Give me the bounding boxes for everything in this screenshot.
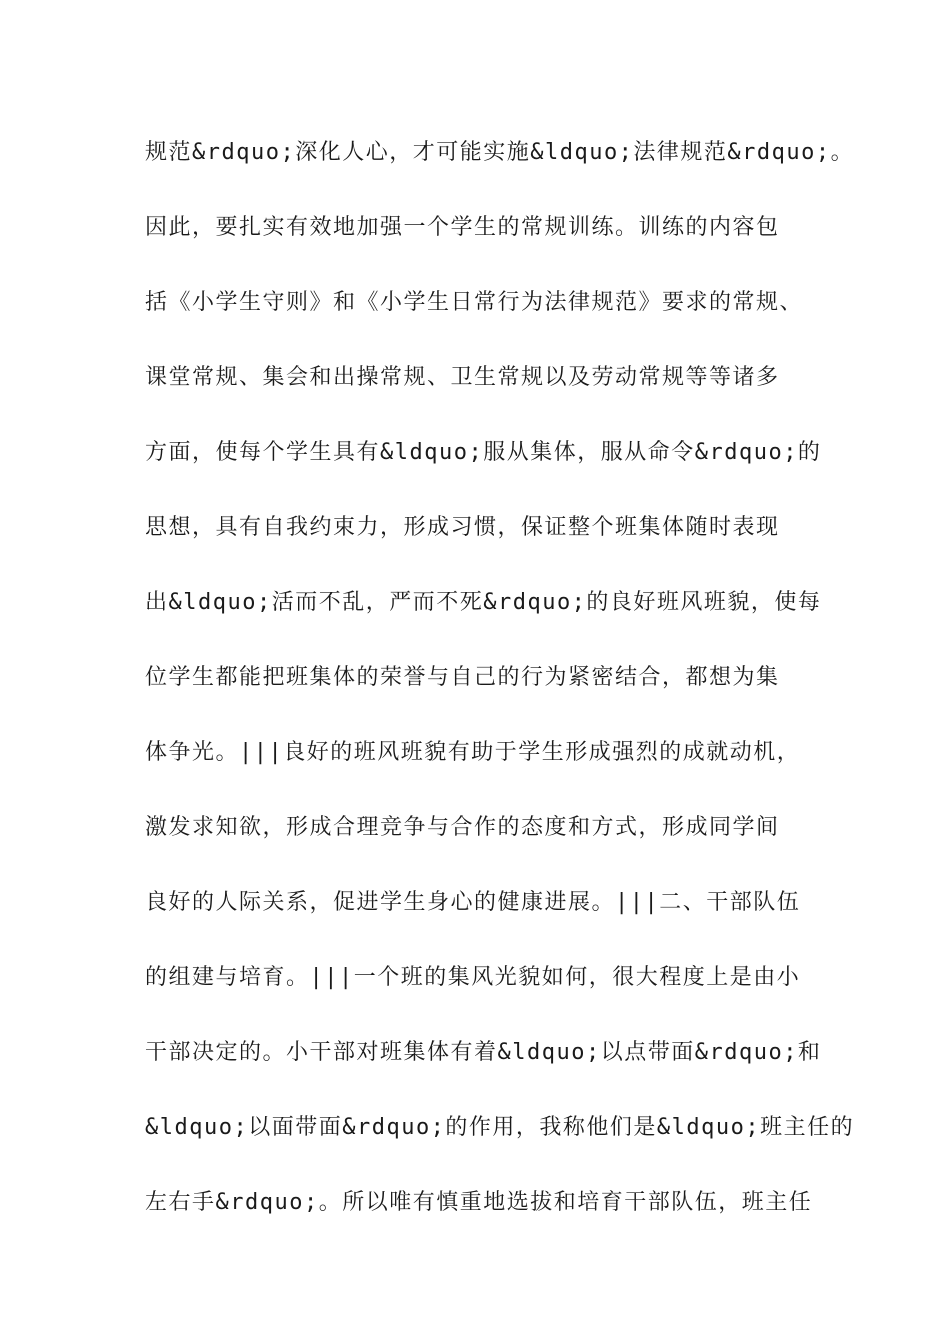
text-line-10: 激发求知欲，形成合理竞争与合作的态度和方式，形成同学间	[145, 815, 780, 840]
text-line-5: 方面，使每个学生具有&ldquo;服从集体，服从命令&rdquo;的	[145, 440, 822, 465]
text-line-3: 括《小学生守则》和《小学生日常行为法律规范》要求的常规、	[145, 290, 804, 315]
text-line-12: 的组建与培育。|||一个班的集风光貌如何，很大程度上是由小	[145, 965, 801, 990]
text-line-13: 干部决定的。小干部对班集体有着&ldquo;以点带面&rdquo;和	[145, 1040, 822, 1065]
text-line-9: 体争光。|||良好的班风班貌有助于学生形成强烈的成就动机，	[145, 740, 801, 765]
text-line-8: 位学生都能把班集体的荣誉与自己的行为紧密结合，都想为集	[145, 665, 780, 690]
text-line-15: 左右手&rdquo;。所以唯有慎重地选拔和培育干部队伍，班主任	[145, 1190, 813, 1215]
text-line-11: 良好的人际关系，促进学生身心的健康进展。|||二、干部队伍	[145, 890, 801, 915]
text-line-1: 规范&rdquo;深化人心，才可能实施&ldquo;法律规范&rdquo;。	[145, 140, 855, 165]
text-line-7: 出&ldquo;活而不乱，严而不死&rdquo;的良好班风班貌，使每	[145, 590, 822, 615]
text-line-2: 因此，要扎实有效地加强一个学生的常规训练。训练的内容包	[145, 215, 780, 240]
body-text	[145, 130, 855, 1255]
text-line-4: 课堂常规、集会和出操常规、卫生常规以及劳动常规等等诸多	[145, 365, 780, 390]
text-line-6: 思想，具有自我约束力，形成习惯，保证整个班集体随时表现	[145, 515, 780, 540]
text-line-14: &ldquo;以面带面&rdquo;的作用，我称他们是&ldquo;班主任的	[145, 1115, 855, 1140]
